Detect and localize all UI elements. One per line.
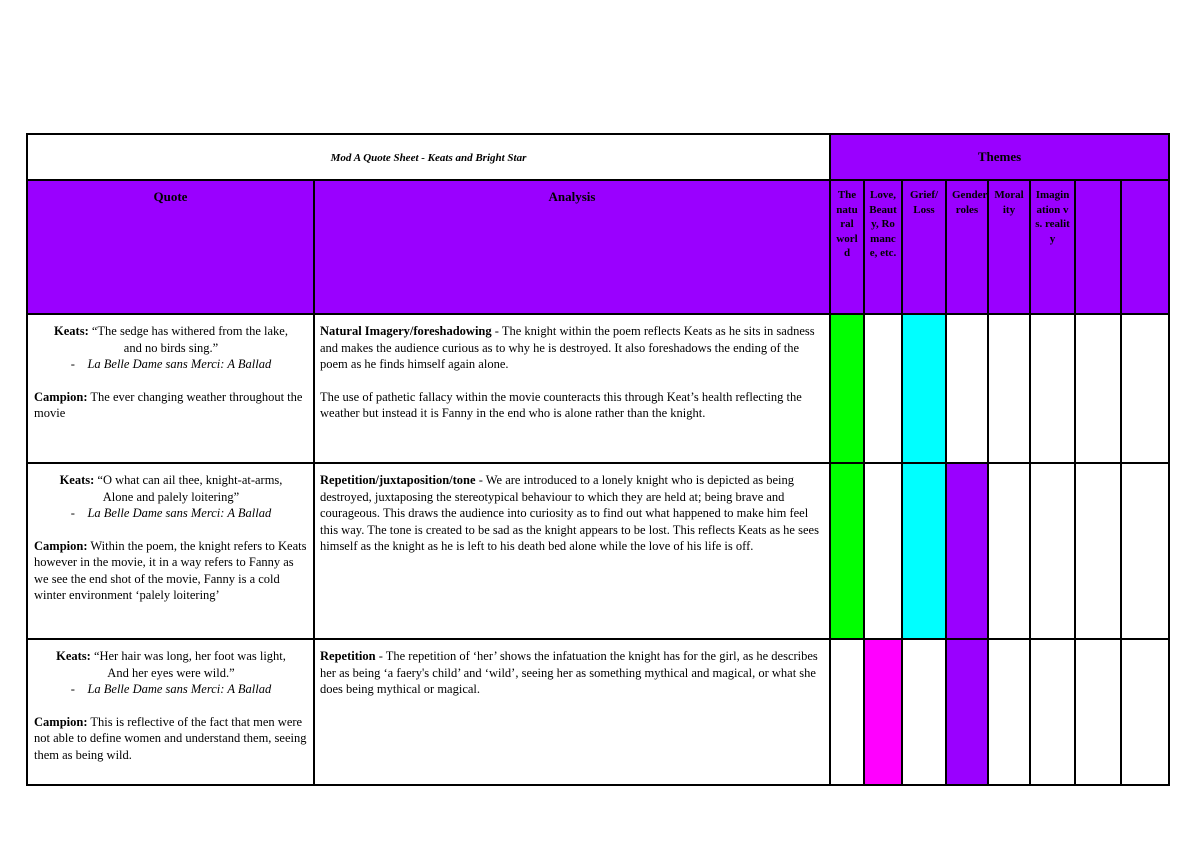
- theme-cell-blank-2: [1121, 463, 1169, 639]
- theme-cell-blank-1: [1075, 639, 1121, 785]
- theme-cell-gender: [946, 314, 988, 463]
- poem-source-title: La Belle Dame sans Merci: A Ballad: [87, 506, 272, 520]
- analysis-cell: [314, 463, 830, 639]
- theme-cell-grief: [902, 639, 946, 785]
- campion-note: [34, 715, 307, 762]
- analysis-paragraph: [320, 473, 819, 553]
- theme-cell-morality: [988, 639, 1030, 785]
- table-row: [27, 463, 1169, 639]
- theme-label-imagination: Imagination vs. reality: [1035, 189, 1070, 245]
- theme-label-gender: Gender roles: [952, 189, 988, 216]
- campion-label: Campion:: [34, 538, 88, 553]
- theme-cell-morality: [988, 463, 1030, 639]
- keats-quote-line-2: Alone and palely loitering”: [102, 489, 240, 504]
- campion-note: [34, 539, 307, 603]
- keats-quote-line-1: [34, 648, 308, 665]
- theme-header-grief: [902, 180, 946, 314]
- analysis-text: - We are introduced to a lonely knight who is depicted as being destroyed, juxtaposing the stereotypical behaviour to which they are held at; being brave and courageous. This draws the audience into curiosity as to find out what happened to make him feel this way. The tone is created to be sad as the knight appears to be lost. This reflects Keats as he sees himself as the knight as he is left to his death bed alone while the love of his life is off.: [320, 473, 819, 553]
- keats-label: Keats:: [59, 473, 95, 487]
- theme-cell-love: [864, 314, 902, 463]
- quote-cell: [27, 463, 314, 639]
- sheet-title: Mod A Quote Sheet - Keats and Bright Star: [330, 152, 527, 164]
- analysis-header-cell: [314, 180, 830, 314]
- theme-cell-grief: [902, 314, 946, 463]
- analysis-text: - The repetition of ‘her’ shows the infatuation the knight has for the girl, as he describes her as being ‘a faery's child’ and ‘wild’, seeing her as something mythical and magical, or what she does being mythical or magical.: [320, 649, 818, 696]
- theme-header-natural-world: [830, 180, 864, 314]
- theme-cell-love: [864, 639, 902, 785]
- themes-title-cell: [830, 134, 1169, 180]
- theme-cell-love: [864, 463, 902, 639]
- poem-source-title: La Belle Dame sans Merci: A Ballad: [87, 682, 272, 696]
- theme-header-blank-2: [1121, 180, 1169, 314]
- analysis-technique: Repetition: [320, 649, 376, 663]
- theme-cell-blank-1: [1075, 314, 1121, 463]
- theme-label-grief: Grief/Loss: [909, 189, 939, 216]
- spacer: [34, 522, 308, 538]
- poem-source: - La Belle Dame sans Merci: A Ballad: [70, 357, 272, 371]
- theme-header-blank-1: [1075, 180, 1121, 314]
- quote-header-cell: [27, 180, 314, 314]
- keats-quote: “O what can ail thee, knight-at-arms,: [94, 473, 283, 487]
- theme-header-love: [864, 180, 902, 314]
- analysis-technique: Repetition/juxtaposition/tone: [320, 473, 476, 487]
- analysis-paragraph: [320, 649, 818, 696]
- poem-source: - La Belle Dame sans Merci: A Ballad: [70, 506, 272, 520]
- header-row: [27, 180, 1169, 314]
- table-row: [27, 314, 1169, 463]
- campion-note: [34, 390, 302, 421]
- keats-quote-line-2: and no birds sing.”: [123, 340, 219, 355]
- analysis-text: - The knight within the poem reflects Keats as he sits in sadness and makes the audience curious as to why he is destroyed. It also foreshadows the ending of the poem as he finds himself again alone.: [320, 324, 815, 371]
- theme-header-imagination: [1030, 180, 1075, 314]
- keats-quote: “Her hair was long, her foot was light,: [90, 649, 286, 663]
- quote-header: Quote: [153, 189, 188, 204]
- theme-cell-imagination: [1030, 314, 1075, 463]
- campion-text: Within the poem, the knight refers to Keats however in the movie, it in a way refers to Fanny as we see the end shot of the movie, Fanny is a cold winter environment ‘palely loitering’: [34, 538, 307, 602]
- keats-label: Keats:: [54, 324, 89, 338]
- theme-cell-natural-world: [830, 314, 864, 463]
- themes-title: Themes: [977, 149, 1022, 164]
- analysis-header: Analysis: [548, 189, 596, 204]
- theme-cell-gender: [946, 639, 988, 785]
- theme-cell-imagination: [1030, 639, 1075, 785]
- title-cell: [27, 134, 830, 180]
- theme-cell-imagination: [1030, 463, 1075, 639]
- campion-label: Campion:: [34, 714, 88, 729]
- keats-label: Keats:: [56, 649, 91, 663]
- quote-sheet-table: [26, 133, 1170, 786]
- theme-cell-gender: [946, 463, 988, 639]
- theme-label-love: Love, Beauty, Romance, etc.: [869, 189, 897, 259]
- theme-cell-blank-1: [1075, 463, 1121, 639]
- theme-label-blank-1: [1076, 181, 1120, 188]
- analysis-technique: Natural Imagery/foreshadowing: [320, 324, 492, 338]
- keats-quote-line-2: And her eyes were wild.”: [107, 665, 235, 680]
- campion-label: Campion:: [34, 389, 88, 404]
- theme-header-gender: [946, 180, 988, 314]
- quote-cell: [27, 314, 314, 463]
- theme-cell-grief: [902, 463, 946, 639]
- keats-quote: “The sedge has withered from the lake,: [88, 324, 288, 338]
- theme-cell-blank-2: [1121, 314, 1169, 463]
- table-row: [27, 639, 1169, 785]
- theme-cell-natural-world: [830, 639, 864, 785]
- poem-source: - La Belle Dame sans Merci: A Ballad: [70, 682, 272, 696]
- theme-header-morality: [988, 180, 1030, 314]
- theme-label-natural-world: The natural world: [836, 189, 858, 259]
- theme-cell-morality: [988, 314, 1030, 463]
- spacer: [34, 698, 308, 714]
- keats-quote-line-1: [34, 323, 308, 340]
- spacer: [320, 373, 823, 389]
- theme-cell-blank-2: [1121, 639, 1169, 785]
- poem-source-title: La Belle Dame sans Merci: A Ballad: [87, 357, 272, 371]
- analysis-paragraph: [320, 324, 815, 371]
- analysis-text-2: The use of pathetic fallacy within the movie counteracts this through Keat’s health reflecting the weather but instead it is Fanny in the end who is alone rather than the knight.: [320, 389, 802, 420]
- analysis-cell: [314, 639, 830, 785]
- quote-cell: [27, 639, 314, 785]
- theme-label-morality: Morality: [994, 189, 1024, 216]
- title-row: [27, 134, 1169, 180]
- theme-cell-natural-world: [830, 463, 864, 639]
- theme-label-blank-2: [1122, 181, 1168, 188]
- spacer: [34, 373, 308, 389]
- keats-quote-line-1: [34, 472, 308, 489]
- campion-text: The ever changing weather throughout the movie: [34, 389, 303, 420]
- campion-text: This is reflective of the fact that men were not able to define women and understand them, seeing them as being wild.: [34, 714, 307, 762]
- analysis-cell: [314, 314, 830, 463]
